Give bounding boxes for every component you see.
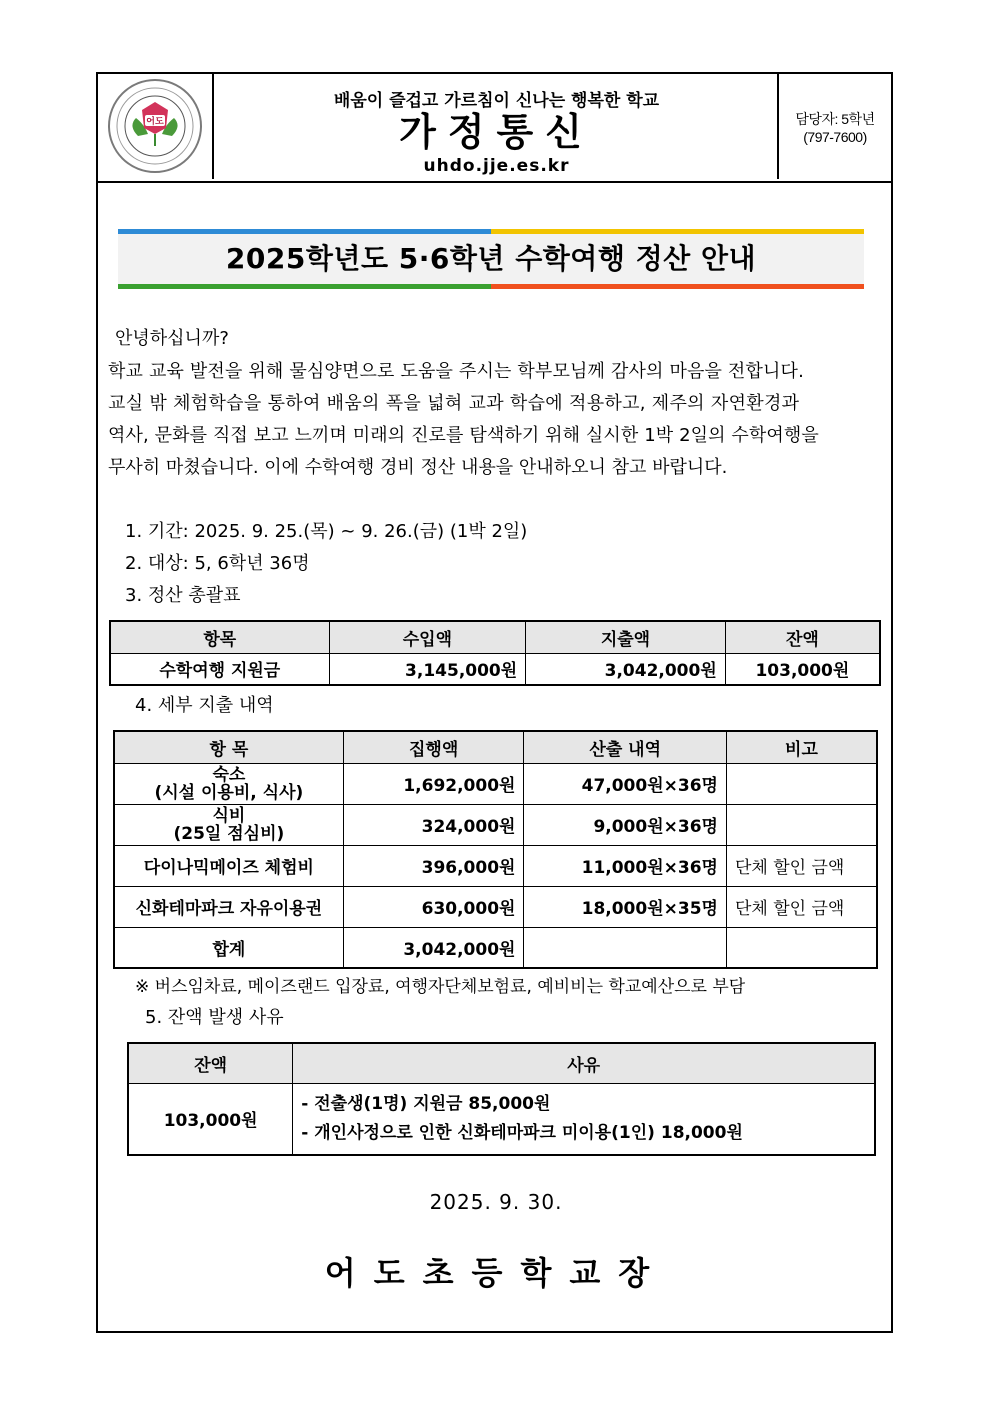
letterhead <box>98 74 891 183</box>
header-cell: 집행액 <box>343 731 524 763</box>
cell-amount: 1,692,000원 <box>343 763 524 804</box>
header-cell: 항 목 <box>114 731 343 763</box>
cell-note <box>726 763 877 804</box>
reason-line: - 개인사정으로 인한 신화테마파크 미이용(1인) 18,000원 <box>301 1122 743 1143</box>
item-balance-heading: 5. 잔액 발생 사유 <box>145 1007 284 1028</box>
header-cell: 비고 <box>726 731 877 763</box>
table-row <box>128 1083 875 1155</box>
reason-line: - 전출생(1명) 지원금 85,000원 <box>301 1093 551 1114</box>
cell-calc: 47,000원×36명 <box>524 763 727 804</box>
cell-total-amount: 3,042,000원 <box>343 927 524 968</box>
cell-item <box>114 763 343 804</box>
cell-note <box>726 804 877 845</box>
item-target: 2. 대상: 5, 6학년 36명 <box>125 553 310 574</box>
contact-phone: (797-7600) <box>803 128 867 145</box>
cell-item-line1: 숙소 <box>212 764 246 785</box>
cell-amount: 396,000원 <box>343 845 524 886</box>
cell-empty <box>726 927 877 968</box>
table-row <box>114 886 877 927</box>
cell-item: 수학여행 지원금 <box>110 653 329 685</box>
cell-item-line1: 식비 <box>212 805 246 826</box>
cell-empty <box>524 927 727 968</box>
header-cell: 산출 내역 <box>524 731 727 763</box>
cell-item: 다이나믹메이즈 체험비 <box>114 845 343 886</box>
school-website[interactable]: uhdo.jje.es.kr <box>423 156 570 176</box>
document-title: 2025학년도 5·6학년 수학여행 정산 안내 <box>225 242 757 275</box>
banner-bar-blue <box>118 229 491 234</box>
table-total-row <box>114 927 877 968</box>
cell-amount: 324,000원 <box>343 804 524 845</box>
header-cell: 지출액 <box>526 621 726 653</box>
greeting: 안녕하십니까? <box>115 328 229 349</box>
cell-balance-amount: 103,000원 <box>128 1083 293 1155</box>
item-detail-heading: 4. 세부 지출 내역 <box>135 695 274 716</box>
cell-expense: 3,042,000원 <box>526 653 726 685</box>
banner-bar-orange <box>491 284 864 289</box>
cell-reasons <box>293 1083 875 1155</box>
school-motto: 배움이 즐겁고 가르침이 신나는 행복한 학교 <box>333 91 660 111</box>
logo-text: 어도 <box>146 117 164 127</box>
cell-item: 신화테마파크 자유이용권 <box>114 886 343 927</box>
header-cell: 항목 <box>110 621 329 653</box>
table-header-row <box>114 731 877 763</box>
cell-note: 단체 할인 금액 <box>726 845 877 886</box>
banner-bar-green <box>118 284 491 289</box>
paragraph-line-4: 무사히 마쳤습니다. 이에 수학여행 경비 정산 내용을 안내하오니 참고 바랍니다. <box>108 457 728 478</box>
table-header-row <box>110 621 880 653</box>
school-emblem-icon <box>98 74 212 179</box>
paragraph-line-3: 역사, 문화를 직접 보고 느끼며 미래의 진로를 탐색하기 위해 실시한 1박 2일의 수학여행을 <box>108 425 819 446</box>
issue-date: 2025. 9. 30. <box>429 1190 563 1214</box>
contact-person: 담당자: 5학년 <box>795 110 875 127</box>
cell-item <box>114 804 343 845</box>
cell-calc: 9,000원×36명 <box>524 804 727 845</box>
summary-table <box>109 620 881 686</box>
footnote: ※ 버스임차료, 메이즈랜드 입장료, 여행자단체보험료, 예비비는 학교예산으로 부담 <box>135 977 746 997</box>
contact-cell <box>777 74 891 179</box>
cell-income: 3,145,000원 <box>329 653 526 685</box>
table-row <box>110 653 880 685</box>
paragraph-line-2: 교실 밖 체험학습을 통하여 배움의 폭을 넓혀 교과 학습에 적용하고, 제주의 자연환경과 <box>108 393 800 414</box>
table-row <box>114 763 877 804</box>
item-summary-heading: 3. 정산 총괄표 <box>125 585 241 606</box>
header-cell: 잔액 <box>725 621 880 653</box>
table-row <box>114 804 877 845</box>
newsletter-title: 가정통신 <box>399 110 594 154</box>
cell-total-label: 합계 <box>114 927 343 968</box>
paragraph-line-1: 학교 교육 발전을 위해 물심양면으로 도움을 주시는 학부모님께 감사의 마음을 전합니다. <box>108 361 804 382</box>
cell-item-line2: (25일 점심비) <box>173 823 285 844</box>
table-header-row <box>128 1043 875 1083</box>
header-cell: 수입액 <box>329 621 526 653</box>
title-banner <box>118 229 864 289</box>
principal-signature: 어도초등학교장 <box>324 1254 668 1292</box>
banner-bar-yellow <box>491 229 864 234</box>
cell-item-line2: (시설 이용비, 식사) <box>154 782 304 803</box>
cell-note: 단체 할인 금액 <box>726 886 877 927</box>
header-cell: 사유 <box>293 1043 875 1083</box>
cell-calc: 18,000원×35명 <box>524 886 727 927</box>
cell-calc: 11,000원×36명 <box>524 845 727 886</box>
balance-table <box>127 1042 876 1156</box>
cell-balance: 103,000원 <box>725 653 880 685</box>
cell-amount: 630,000원 <box>343 886 524 927</box>
header-cell: 잔액 <box>128 1043 293 1083</box>
school-logo-cell <box>98 74 214 179</box>
detail-table <box>113 730 878 969</box>
item-period: 1. 기간: 2025. 9. 25.(목) ~ 9. 26.(금) (1박 2일) <box>125 521 528 542</box>
table-row <box>114 845 877 886</box>
